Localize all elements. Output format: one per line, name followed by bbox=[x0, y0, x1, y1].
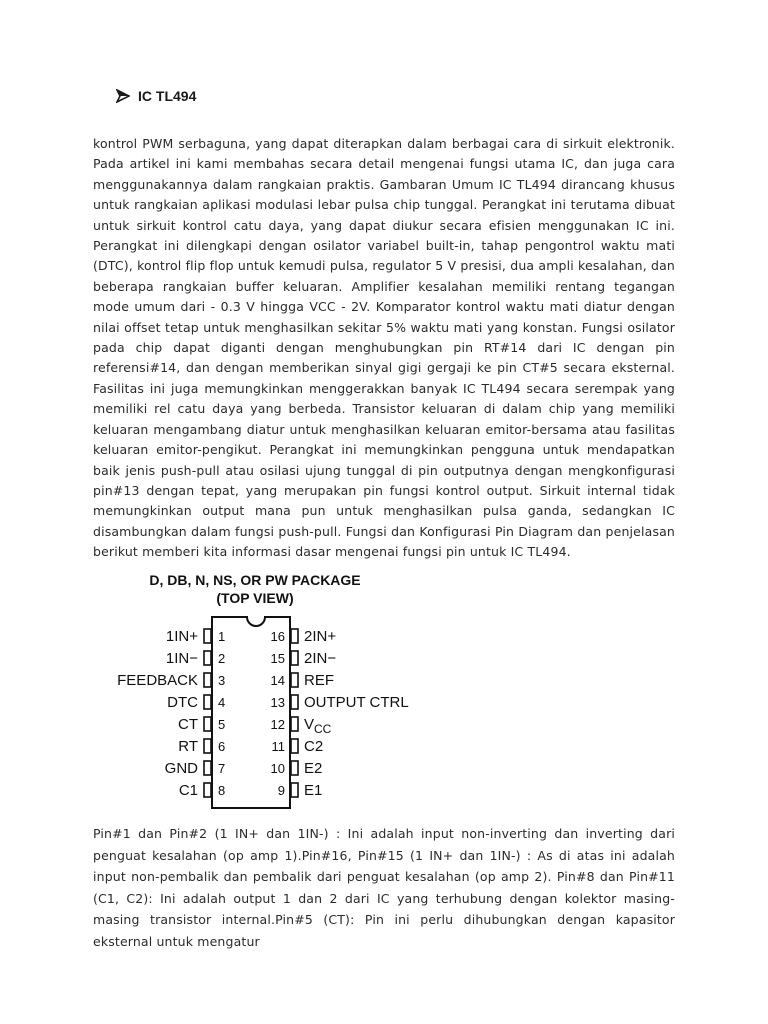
body-paragraph: kontrol PWM serbaguna, yang dapat diterapkan dalam berbagai cara di sirkuit elektronik. Pada artikel ini kami membahas secara detail mengenai fungsi utama IC, dan juga cara menggunakannya dalam rangkaian praktis. Gambaran Umum IC TL494 dirancang khusus untuk rangkaian aplikasi modulasi lebar pulsa chip tunggal. Perangkat ini terutama dibuat untuk sirkuit kontrol catu daya, yang dapat diukur secara efisien menggunakan IC ini. Perangkat ini dilengkapi dengan osilator variabel built-in, tahap pengontrol waktu mati (DTC), kontrol flip flop untuk kemudi pulsa, regulator 5 V presisi, dua ampli kesalahan, dan beberapa rangkaian buffer keluaran. Amplifier kesalahan memiliki rentang tegangan mode umum dari - 0.3 V hingga VCC - 2V. Komparator kontrol waktu mati diatur dengan nilai offset tetap untuk menghasilkan sekitar 5% waktu mati yang konstan. Fungsi osilator pada chip dapat diganti dengan menghubungkan pin RT#14 dari IC dengan pin referensi#14, dan dengan memberikan sinyal gigi gergaji ke pin CT#5 secara eksternal. Fasilitas ini juga memungkinkan menggerakkan banyak IC TL494 secara serempak yang memiliki rel catu daya yang berbeda. Transistor keluaran di dalam chip yang memiliki keluaran mengambang diatur untuk menghasilkan keluaran emitor-bersama atau fasilitas keluaran emitor-pengikut. Perangkat ini memungkinkan pengguna untuk mendapatkan baik jenis push-pull atau osilasi ujung tunggal di pin outputnya dengan mengkonfigurasi pin#13 dengan tepat, yang merupakan pin fungsi kontrol output. Sirkuit internal tidak memungkinkan output mana pun untuk menghasilkan pulsa ganda, sedangkan IC disambungkan dalam fungsi push-pull. Fungsi dan Konfigurasi Pin Diagram dan penjelasan berikut memberi kita informasi dasar mengenai fungsi pin untuk IC TL494. bbox=[93, 136, 675, 560]
pin-stub-left-4 bbox=[204, 695, 211, 709]
pin-number-9: 9 bbox=[277, 783, 285, 798]
pin-stub-left-1 bbox=[204, 629, 211, 643]
pin-number-11: 11 bbox=[271, 739, 285, 754]
pinout-diagram bbox=[100, 570, 440, 815]
arrowhead-bullet-icon bbox=[116, 89, 130, 103]
pin-label-9: E1 bbox=[304, 782, 323, 799]
pin-number-4: 4 bbox=[218, 695, 226, 710]
pin-label-14: REF bbox=[304, 672, 334, 689]
pin-stub-left-6 bbox=[204, 739, 211, 753]
pin-label-3: FEEDBACK bbox=[117, 672, 198, 689]
pin-stub-right-15 bbox=[291, 651, 298, 665]
pin-number-6: 6 bbox=[218, 739, 226, 754]
pin-label-8: C1 bbox=[178, 782, 198, 799]
pin-label-2: 1IN− bbox=[165, 650, 198, 667]
pin-number-1: 1 bbox=[218, 629, 226, 644]
pin-number-3: 3 bbox=[218, 673, 226, 688]
pinout-svg bbox=[100, 570, 440, 815]
pin-stub-right-11 bbox=[291, 739, 298, 753]
pin-number-14: 14 bbox=[270, 673, 285, 688]
pin-stub-left-5 bbox=[204, 717, 211, 731]
pin-label-4: DTC bbox=[167, 694, 198, 711]
pin-number-5: 5 bbox=[218, 717, 226, 732]
pin-label-11: C2 bbox=[304, 738, 324, 755]
pin-stub-right-16 bbox=[291, 629, 298, 643]
pin-label-15: 2IN− bbox=[304, 650, 337, 667]
pin-number-8: 8 bbox=[218, 783, 226, 798]
pin-label-12: $V_{CC}$ bbox=[304, 716, 332, 736]
package-subtitle: (TOP VIEW) bbox=[216, 590, 294, 606]
pin-label-6: RT bbox=[178, 738, 198, 755]
pin-stub-right-9 bbox=[291, 783, 298, 797]
body-paragraph-2: Pin#1 dan Pin#2 (1 IN+ dan 1IN-) : Ini adalah input non-inverting dan inverting dari penguat kesalahan (op amp 1).Pin#16, Pin#15 (1 IN+ dan 1IN-) : As di atas ini adalah input non-pembalik dan pembalik dari penguat kesalahan (op amp 2). Pin#8 dan Pin#11 (C1, C2): Ini adalah output 1 dan 2 dari IC yang terhubung dengan kolektor masing-masing transistor internal.Pin#5 (CT): Pin ini perlu dihubungkan dengan kapasitor eksternal untuk mengatur bbox=[93, 826, 675, 949]
pin-number-16: 16 bbox=[270, 629, 285, 644]
section-heading bbox=[116, 88, 196, 104]
pin-number-7: 7 bbox=[218, 761, 226, 776]
pin-stub-right-13 bbox=[291, 695, 298, 709]
pin-stub-left-2 bbox=[204, 651, 211, 665]
pin-label-10: E2 bbox=[304, 760, 323, 777]
pin-label-7: GND bbox=[164, 760, 198, 777]
pin-label-16: 2IN+ bbox=[304, 628, 337, 645]
pin-number-13: 13 bbox=[270, 695, 285, 710]
pin-stub-left-8 bbox=[204, 783, 211, 797]
pin-number-12: 12 bbox=[270, 717, 285, 732]
pin-label-5: CT bbox=[178, 716, 198, 733]
package-title: D, DB, N, NS, OR PW PACKAGE bbox=[149, 572, 361, 588]
pin-label-13: OUTPUT CTRL bbox=[304, 694, 409, 711]
pin-stub-right-10 bbox=[291, 761, 298, 775]
pin-stub-left-7 bbox=[204, 761, 211, 775]
pin-stub-right-14 bbox=[291, 673, 298, 687]
pin-label-1: 1IN+ bbox=[165, 628, 198, 645]
pin-number-2: 2 bbox=[218, 651, 226, 666]
pin-label-subscript: CC bbox=[314, 722, 332, 736]
pin-stub-left-3 bbox=[204, 673, 211, 687]
pin-stub-right-12 bbox=[291, 717, 298, 731]
pin-number-15: 15 bbox=[270, 651, 285, 666]
heading-text: IC TL494 bbox=[138, 88, 197, 104]
ic-chip-body bbox=[212, 617, 290, 808]
pin-number-10: 10 bbox=[270, 761, 285, 776]
